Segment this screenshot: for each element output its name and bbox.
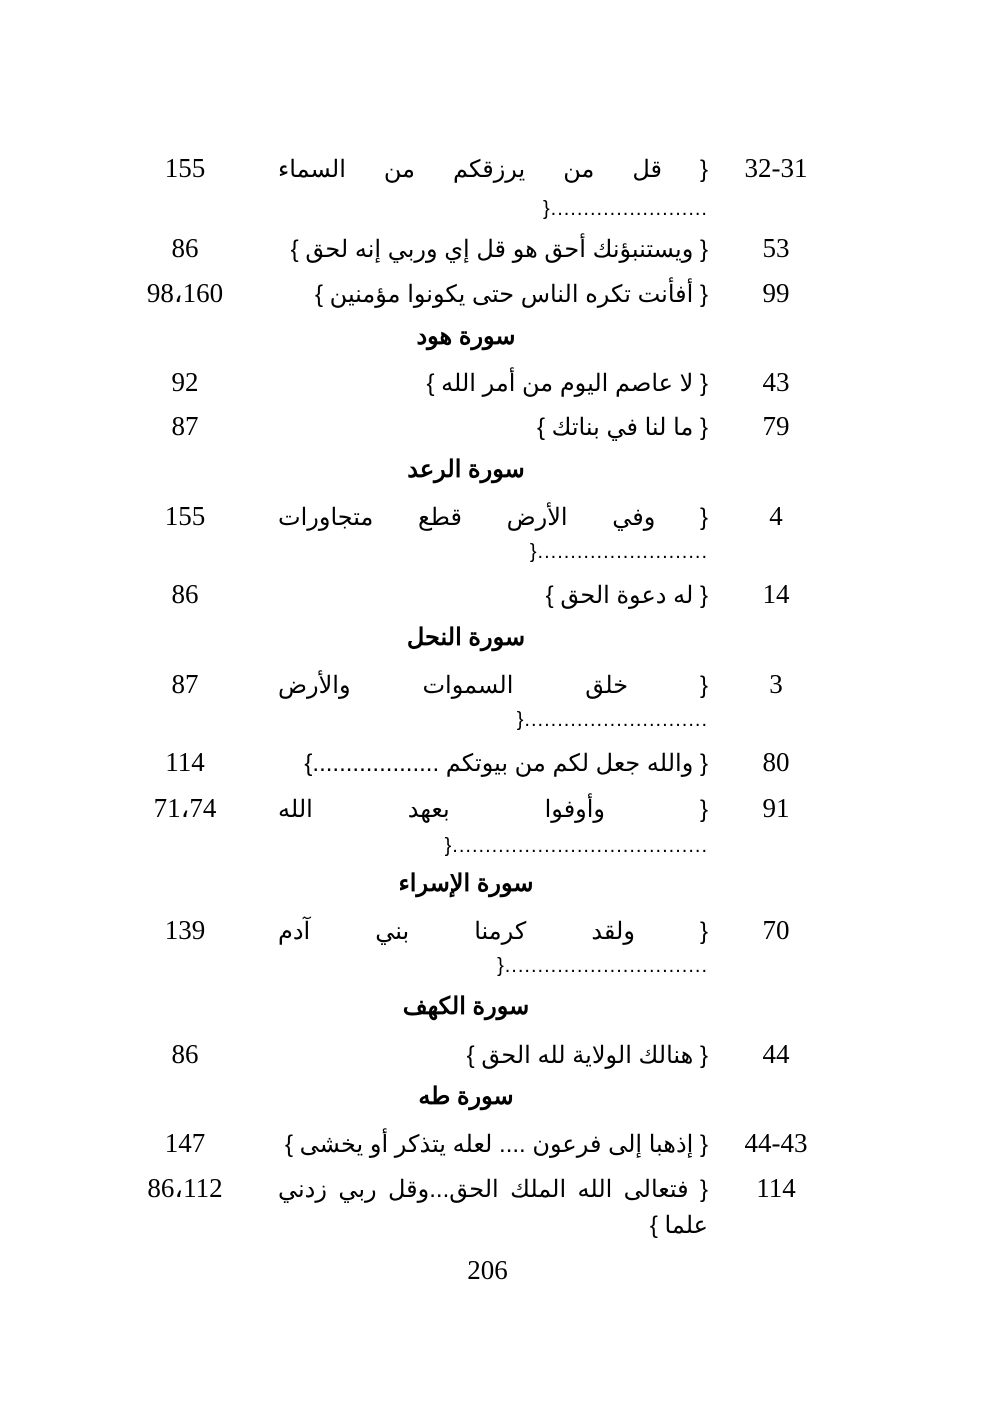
verse-continuation: علما }: [649, 1212, 708, 1239]
page-reference: 147: [164, 1128, 206, 1158]
page-number: 206: [467, 1255, 508, 1285]
verse-continuation: ...............................{: [497, 955, 708, 977]
verse-text: { هنالك الولاية لله الحق }: [466, 1042, 708, 1069]
verse-text: { ويستنبؤنك أحق هو قل إي وربي إنه لحق }: [290, 236, 708, 263]
verse-text: { قل من يرزقكم من السماء: [278, 156, 708, 183]
verse-number: 14: [762, 579, 790, 609]
verse-number: 44-43: [744, 1128, 808, 1158]
verse-text: { أفأنت تكره الناس حتى يكونوا مؤمنين }: [314, 281, 708, 308]
page-reference: 86،112: [147, 1173, 223, 1203]
page-reference: 86: [171, 233, 199, 263]
verse-continuation: ........................{: [542, 198, 708, 220]
verse-text: { والله جعل لكم من بيوتكم ...................}: [304, 750, 708, 777]
verse-number: 80: [762, 747, 790, 777]
verse-text: { له دعوة الحق }: [545, 582, 708, 609]
surah-heading: سورة الرعد: [407, 456, 525, 483]
verse-number: 91: [762, 793, 790, 823]
verse-text: { ما لنا في بناتك }: [536, 414, 708, 441]
page-reference: 86: [171, 1039, 199, 1069]
verse-number: 53: [762, 233, 790, 263]
page-reference: 98،160: [146, 278, 224, 308]
page-reference: 114: [165, 747, 205, 777]
verse-text: { إذهبا إلى فرعون .... لعله يتذكر أو يخشى }: [284, 1131, 708, 1158]
verse-continuation: .......................................{: [444, 835, 708, 857]
verse-text: { خلق السموات والأرض: [278, 672, 708, 699]
page-reference: 87: [171, 669, 199, 699]
surah-heading: سورة الكهف: [402, 993, 530, 1020]
verse-text: { وأوفوا بعهد الله: [278, 796, 708, 823]
verse-text: { لا عاصم اليوم من أمر الله }: [426, 370, 708, 397]
verse-text: { فتعالى الله الملك الحق...وقل ربي زدني: [278, 1176, 708, 1203]
surah-heading: سورة النحل: [406, 624, 526, 651]
surah-heading: سورة هود: [416, 323, 516, 350]
page-reference: 139: [164, 915, 206, 945]
page-reference: 155: [164, 501, 206, 531]
verse-continuation: ..........................{: [529, 541, 708, 563]
verse-continuation: ............................{: [516, 709, 708, 731]
surah-heading: سورة الإسراء: [398, 870, 534, 897]
page-reference: 92: [171, 367, 199, 397]
verse-number: 44: [762, 1039, 790, 1069]
verse-text: { وفي الأرض قطع متجاورات: [278, 504, 708, 531]
verse-number: 4: [769, 501, 783, 531]
verse-number: 32-31: [744, 153, 808, 183]
page-reference: 155: [164, 153, 206, 183]
verse-number: 3: [769, 669, 783, 699]
page-reference: 86: [171, 579, 199, 609]
verse-number: 79: [762, 411, 790, 441]
verse-text: { ولقد كرمنا بني آدم: [278, 918, 708, 945]
verse-number: 99: [762, 278, 790, 308]
verse-number: 114: [756, 1173, 796, 1203]
surah-heading: سورة طه: [418, 1083, 514, 1110]
page-reference: 71،74: [153, 793, 217, 823]
verse-number: 43: [762, 367, 790, 397]
page-reference: 87: [171, 411, 199, 441]
verse-number: 70: [762, 915, 790, 945]
